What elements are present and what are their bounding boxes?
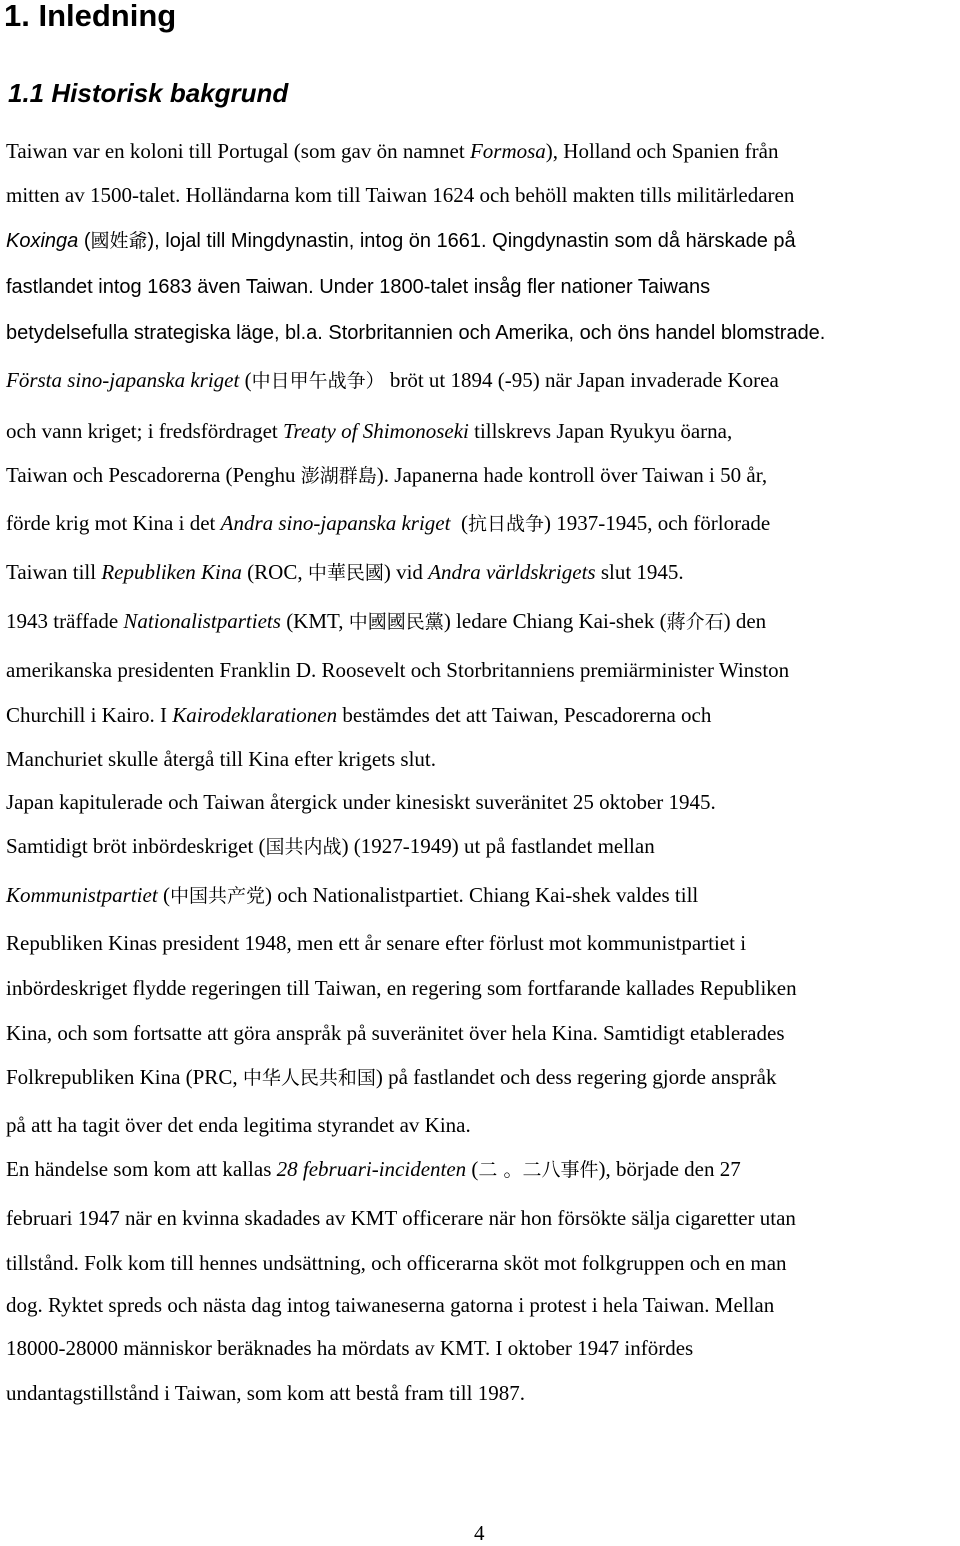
text-line — [6, 1205, 796, 1231]
text-segment: Japan kapitulerade och Taiwan återgick under kinesiskt suveränitet 25 oktober 1945. — [6, 790, 716, 814]
text-line — [6, 746, 436, 772]
chapter-heading: 1. Inledning — [4, 0, 177, 33]
text-line — [6, 367, 779, 394]
text-line — [6, 1292, 774, 1318]
text-segment: inbördeskriget flydde regeringen till Taiwan, en regering som fortfarande kallades Republiken — [6, 976, 797, 1000]
text-segment: och vann kriget; i fredsfördraget — [6, 419, 283, 443]
chinese-text: 抗日战争 — [467, 513, 544, 535]
text-segment: fastlandet intog 1683 även Taiwan. Under 1800-talet insåg fler nationer Taiwans — [6, 276, 711, 298]
text-segment: ) den — [723, 609, 767, 633]
text-line — [6, 1064, 776, 1091]
text-segment: ) ledare Chiang Kai-shek ( — [443, 609, 667, 633]
chinese-text: 中华人民共和国 — [242, 1067, 376, 1089]
text-segment: ) och Nationalistpartiet. Chiang Kai-shek valdes till — [264, 883, 699, 907]
text-segment: (ROC, — [241, 560, 308, 584]
text-segment: 18000-28000 människor beräknades ha mördats av KMT. I oktober 1947 infördes — [6, 1336, 694, 1360]
section-heading: 1.1 Historisk bakgrund — [8, 78, 289, 108]
italic-text: Koxinga — [6, 230, 79, 252]
text-segment: undantagstillstånd i Taiwan, som kom att bestå fram till 1987. — [6, 1381, 525, 1405]
text-segment: Taiwan var en koloni till Portugal (som gav ön namnet — [6, 139, 470, 163]
text-segment: ), lojal till Mingdynastin, intog ön 1661. Qingdynastin som då härskade på — [147, 230, 796, 252]
italic-text: Formosa — [469, 139, 546, 163]
page-number: 4 — [474, 1521, 485, 1545]
text-line — [6, 1250, 787, 1276]
text-segment: mitten av 1500-talet. Holländarna kom till Taiwan 1624 och behöll makten tills militärledaren — [6, 183, 795, 207]
text-segment: förde krig mot Kina i det — [6, 511, 221, 535]
text-segment: ) (1927-1949) ut på fastlandet mellan — [341, 834, 655, 858]
text-line — [6, 1156, 741, 1183]
text-segment: Folkrepubliken Kina (PRC, — [6, 1065, 243, 1089]
text-line — [6, 1020, 785, 1046]
text-line — [6, 182, 794, 208]
chinese-text: 澎湖群島 — [300, 465, 377, 487]
italic-text: Kommunistpartiet — [6, 883, 158, 907]
text-line — [6, 138, 778, 164]
text-segment: Manchuriet skulle återgå till Kina efter krigets slut. — [6, 747, 436, 771]
text-segment: ) 1937-1945, och förlorade — [543, 511, 771, 535]
italic-text: Treaty of Shimonoseki — [282, 419, 469, 443]
text-line — [6, 510, 770, 537]
text-segment: betydelsefulla strategiska läge, bl.a. Storbritannien och Amerika, och öns handel blomstrade. — [6, 322, 826, 344]
text-line — [6, 559, 684, 586]
text-line — [6, 833, 655, 860]
text-segment: Churchill i Kairo. I — [6, 703, 173, 727]
text-segment: ). Japanerna hade kontroll över Taiwan i 50 år, — [376, 463, 768, 487]
text-segment: Kina, och som fortsatte att göra anspråk på suveränitet över hela Kina. Samtidigt etablerades — [6, 1021, 785, 1045]
text-segment: En händelse som kom att kallas — [6, 1157, 277, 1181]
italic-text: 28 februari-incidenten — [276, 1157, 467, 1181]
text-segment: tillstånd. Folk kom till hennes undsättning, och officerarna sköt mot folkgruppen och en man — [6, 1251, 787, 1275]
text-line — [6, 930, 746, 956]
text-line — [6, 462, 767, 489]
chinese-text: 国共内战 — [265, 836, 342, 858]
chinese-text: 蔣介石 — [666, 611, 724, 633]
chinese-text: 中日甲午战争） — [251, 370, 385, 392]
text-segment: Samtidigt bröt inbördeskriget ( — [6, 834, 266, 858]
text-line — [6, 418, 732, 444]
chinese-text: 中国共产党 — [169, 885, 265, 907]
text-segment: amerikanska presidenten Franklin D. Roosevelt och Storbritanniens premiärminister Winston — [6, 658, 790, 682]
italic-text: Andra världskrigets — [428, 560, 596, 584]
text-segment: ) vid — [383, 560, 429, 584]
text-line — [6, 1112, 471, 1138]
text-line — [6, 975, 797, 1001]
text-segment: slut 1945. — [595, 560, 684, 584]
text-line — [6, 1335, 693, 1361]
text-segment: bröt ut 1894 (-95) när Japan invaderade Korea — [384, 368, 779, 392]
text-line — [6, 702, 711, 728]
text-segment: ), Holland och Spanien från — [545, 139, 779, 163]
text-line — [6, 228, 796, 254]
text-segment: ( — [239, 368, 252, 392]
italic-text: Republiken Kina — [101, 560, 242, 584]
text-segment: bestämdes det att Taiwan, Pescadorerna och — [337, 703, 712, 727]
text-segment: ( — [157, 883, 170, 907]
text-line — [6, 882, 698, 909]
chinese-text: 中國國民黨 — [348, 611, 444, 633]
text-segment: Taiwan och Pescadorerna (Penghu — [6, 463, 301, 487]
text-line — [6, 274, 710, 300]
italic-text: Första sino-japanska kriget — [6, 368, 240, 392]
text-segment: ), började den 27 — [598, 1157, 741, 1181]
chinese-text: 國姓爺 — [90, 230, 148, 252]
italic-text: Nationalistpartiets — [123, 609, 281, 633]
text-segment: ( — [466, 1157, 479, 1181]
text-segment: på att ha tagit över det enda legitima styrandet av Kina. — [6, 1113, 471, 1137]
text-segment: tillskrevs Japan Ryukyu öarna, — [468, 419, 733, 443]
text-segment: dog. Ryktet spreds och nästa dag intog taiwaneserna gatorna i protest i hela Taiwan. Mellan — [6, 1293, 775, 1317]
text-line — [6, 320, 825, 346]
text-segment: 1943 träffade — [6, 609, 124, 633]
text-line — [6, 789, 716, 815]
text-segment: (KMT, — [280, 609, 349, 633]
text-line — [6, 1380, 525, 1406]
text-line — [6, 608, 766, 635]
text-segment: ( — [78, 230, 91, 252]
text-segment: Republiken Kinas president 1948, men ett år senare efter förlust mot kommunistpartiet i — [6, 931, 747, 955]
text-segment: februari 1947 när en kvinna skadades av KMT officerare när hon försökte sälja cigaretter utan — [6, 1206, 796, 1230]
chinese-text: 二 。二八事件 — [478, 1159, 599, 1181]
chinese-text: 中華民國 — [307, 562, 384, 584]
text-line — [6, 657, 789, 683]
text-segment: ) på fastlandet och dess regering gjorde anspråk — [375, 1065, 777, 1089]
italic-text: Kairodeklarationen — [172, 703, 338, 727]
text-segment: Taiwan till — [6, 560, 102, 584]
italic-text: Andra sino-japanska kriget — [220, 511, 451, 535]
text-segment: ( — [450, 511, 468, 535]
